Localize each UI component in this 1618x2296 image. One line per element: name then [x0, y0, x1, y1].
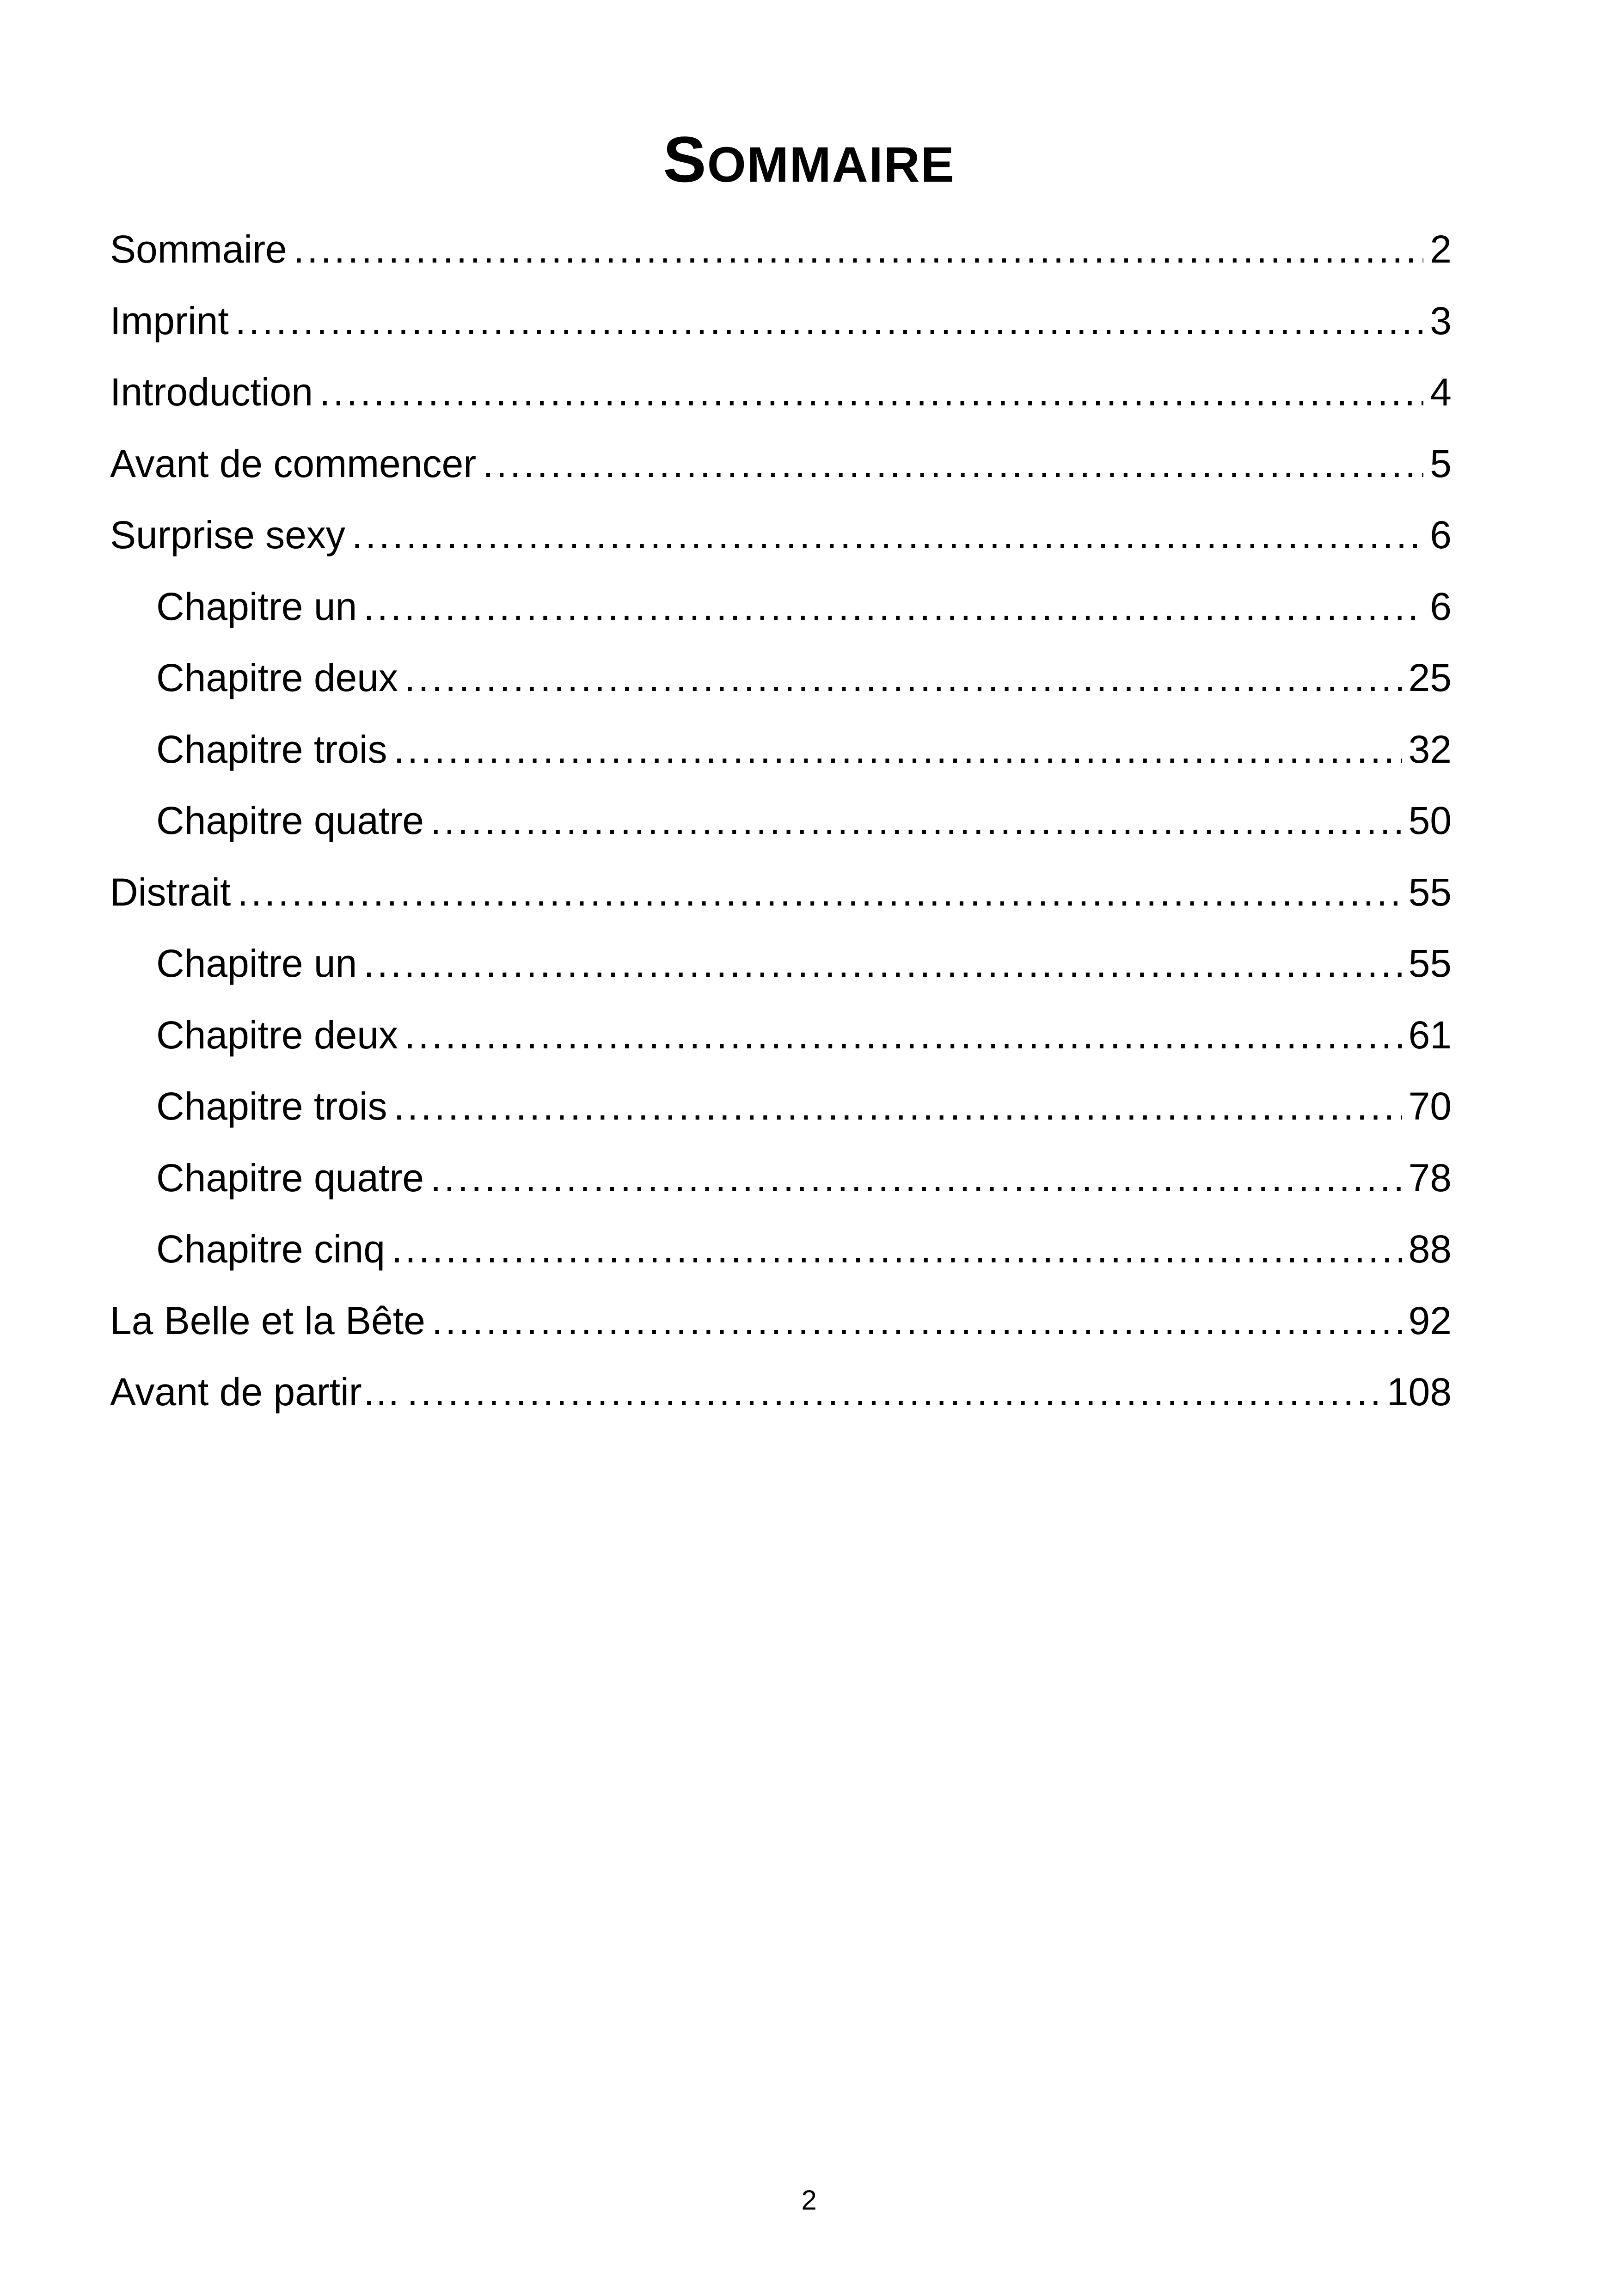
toc-dot-leader	[363, 928, 1402, 999]
toc-subentry[interactable]	[110, 1071, 1452, 1142]
toc-entry-page: 92	[1408, 1298, 1452, 1342]
toc-entry-label: Introduction	[110, 370, 313, 414]
toc-entry-label: Sommaire	[110, 227, 287, 271]
toc-dot-leader	[430, 1142, 1402, 1214]
toc-subentry[interactable]	[110, 928, 1452, 999]
toc-dot-leader	[237, 857, 1402, 928]
table-of-contents	[110, 214, 1452, 1428]
toc-dot-leader	[352, 499, 1423, 571]
toc-dot-leader	[404, 642, 1402, 714]
toc-entry-label: Surprise sexy	[110, 513, 345, 557]
toc-dot-leader	[430, 785, 1402, 857]
page-title	[0, 118, 1618, 206]
toc-entry-label: Chapitre quatre	[156, 1156, 424, 1200]
toc-dot-leader	[404, 999, 1402, 1071]
toc-entry-label: Distrait	[110, 870, 231, 914]
toc-subentry[interactable]	[110, 785, 1452, 857]
toc-subentry[interactable]	[110, 1213, 1452, 1285]
toc-entry-page: 61	[1408, 1013, 1452, 1057]
toc-subentry[interactable]	[110, 571, 1452, 643]
toc-entry-label: Chapitre deux	[156, 1013, 398, 1057]
toc-dot-leader	[394, 1071, 1402, 1142]
toc-entry-label: Chapitre deux	[156, 656, 398, 699]
toc-dot-leader	[363, 571, 1423, 643]
toc-entry-page: 32	[1408, 727, 1452, 771]
toc-subentry[interactable]	[110, 714, 1452, 785]
toc-entry-page: 6	[1430, 584, 1452, 628]
toc-entry-label: La Belle et la Bête	[110, 1298, 425, 1342]
toc-entry[interactable]	[110, 428, 1452, 500]
toc-dot-leader	[394, 714, 1402, 785]
toc-entry[interactable]	[110, 214, 1452, 285]
toc-entry[interactable]	[110, 857, 1452, 928]
toc-dot-leader	[432, 1285, 1402, 1357]
toc-entry-label: Chapitre trois	[156, 1084, 387, 1128]
toc-entry-page: 5	[1430, 441, 1452, 485]
toc-entry-page: 70	[1408, 1084, 1452, 1128]
title-rest: OMMAIRE	[707, 136, 955, 192]
toc-entry-page: 88	[1408, 1227, 1452, 1271]
toc-entry-page: 55	[1408, 942, 1452, 985]
toc-entry-label: Chapitre quatre	[156, 799, 424, 842]
toc-entry[interactable]	[110, 1285, 1452, 1357]
page-number: 2	[801, 2185, 817, 2216]
toc-entry[interactable]	[110, 356, 1452, 428]
toc-subentry[interactable]	[110, 999, 1452, 1071]
toc-entry-label: Imprint	[110, 299, 229, 343]
toc-entry-page: 25	[1408, 656, 1452, 699]
toc-dot-leader	[294, 214, 1424, 285]
toc-entry-page: 108	[1386, 1370, 1452, 1414]
toc-entry-label: Avant de commencer	[110, 441, 477, 485]
toc-entry-label: Avant de partir…	[110, 1370, 401, 1414]
toc-entry-label: Chapitre un	[156, 584, 357, 628]
toc-entry-page: 2	[1430, 227, 1452, 271]
toc-entry-page: 4	[1430, 370, 1452, 414]
toc-dot-leader	[392, 1213, 1402, 1285]
toc-entry[interactable]	[110, 1356, 1452, 1428]
toc-entry-page: 6	[1430, 513, 1452, 557]
toc-entry-page: 50	[1408, 799, 1452, 842]
toc-dot-leader	[407, 1356, 1380, 1428]
title-first-letter: S	[663, 123, 707, 196]
toc-entry-page: 78	[1408, 1156, 1452, 1200]
toc-entry-label: Chapitre cinq	[156, 1227, 385, 1271]
toc-dot-leader	[483, 428, 1423, 500]
toc-entry-label: Chapitre trois	[156, 727, 387, 771]
toc-entry[interactable]	[110, 285, 1452, 357]
toc-entry[interactable]	[110, 499, 1452, 571]
toc-dot-leader	[319, 356, 1423, 428]
toc-dot-leader	[235, 285, 1424, 357]
toc-entry-label: Chapitre un	[156, 942, 357, 985]
toc-subentry[interactable]	[110, 642, 1452, 714]
toc-entry-page: 55	[1408, 870, 1452, 914]
toc-entry-page: 3	[1430, 299, 1452, 343]
toc-subentry[interactable]	[110, 1142, 1452, 1214]
